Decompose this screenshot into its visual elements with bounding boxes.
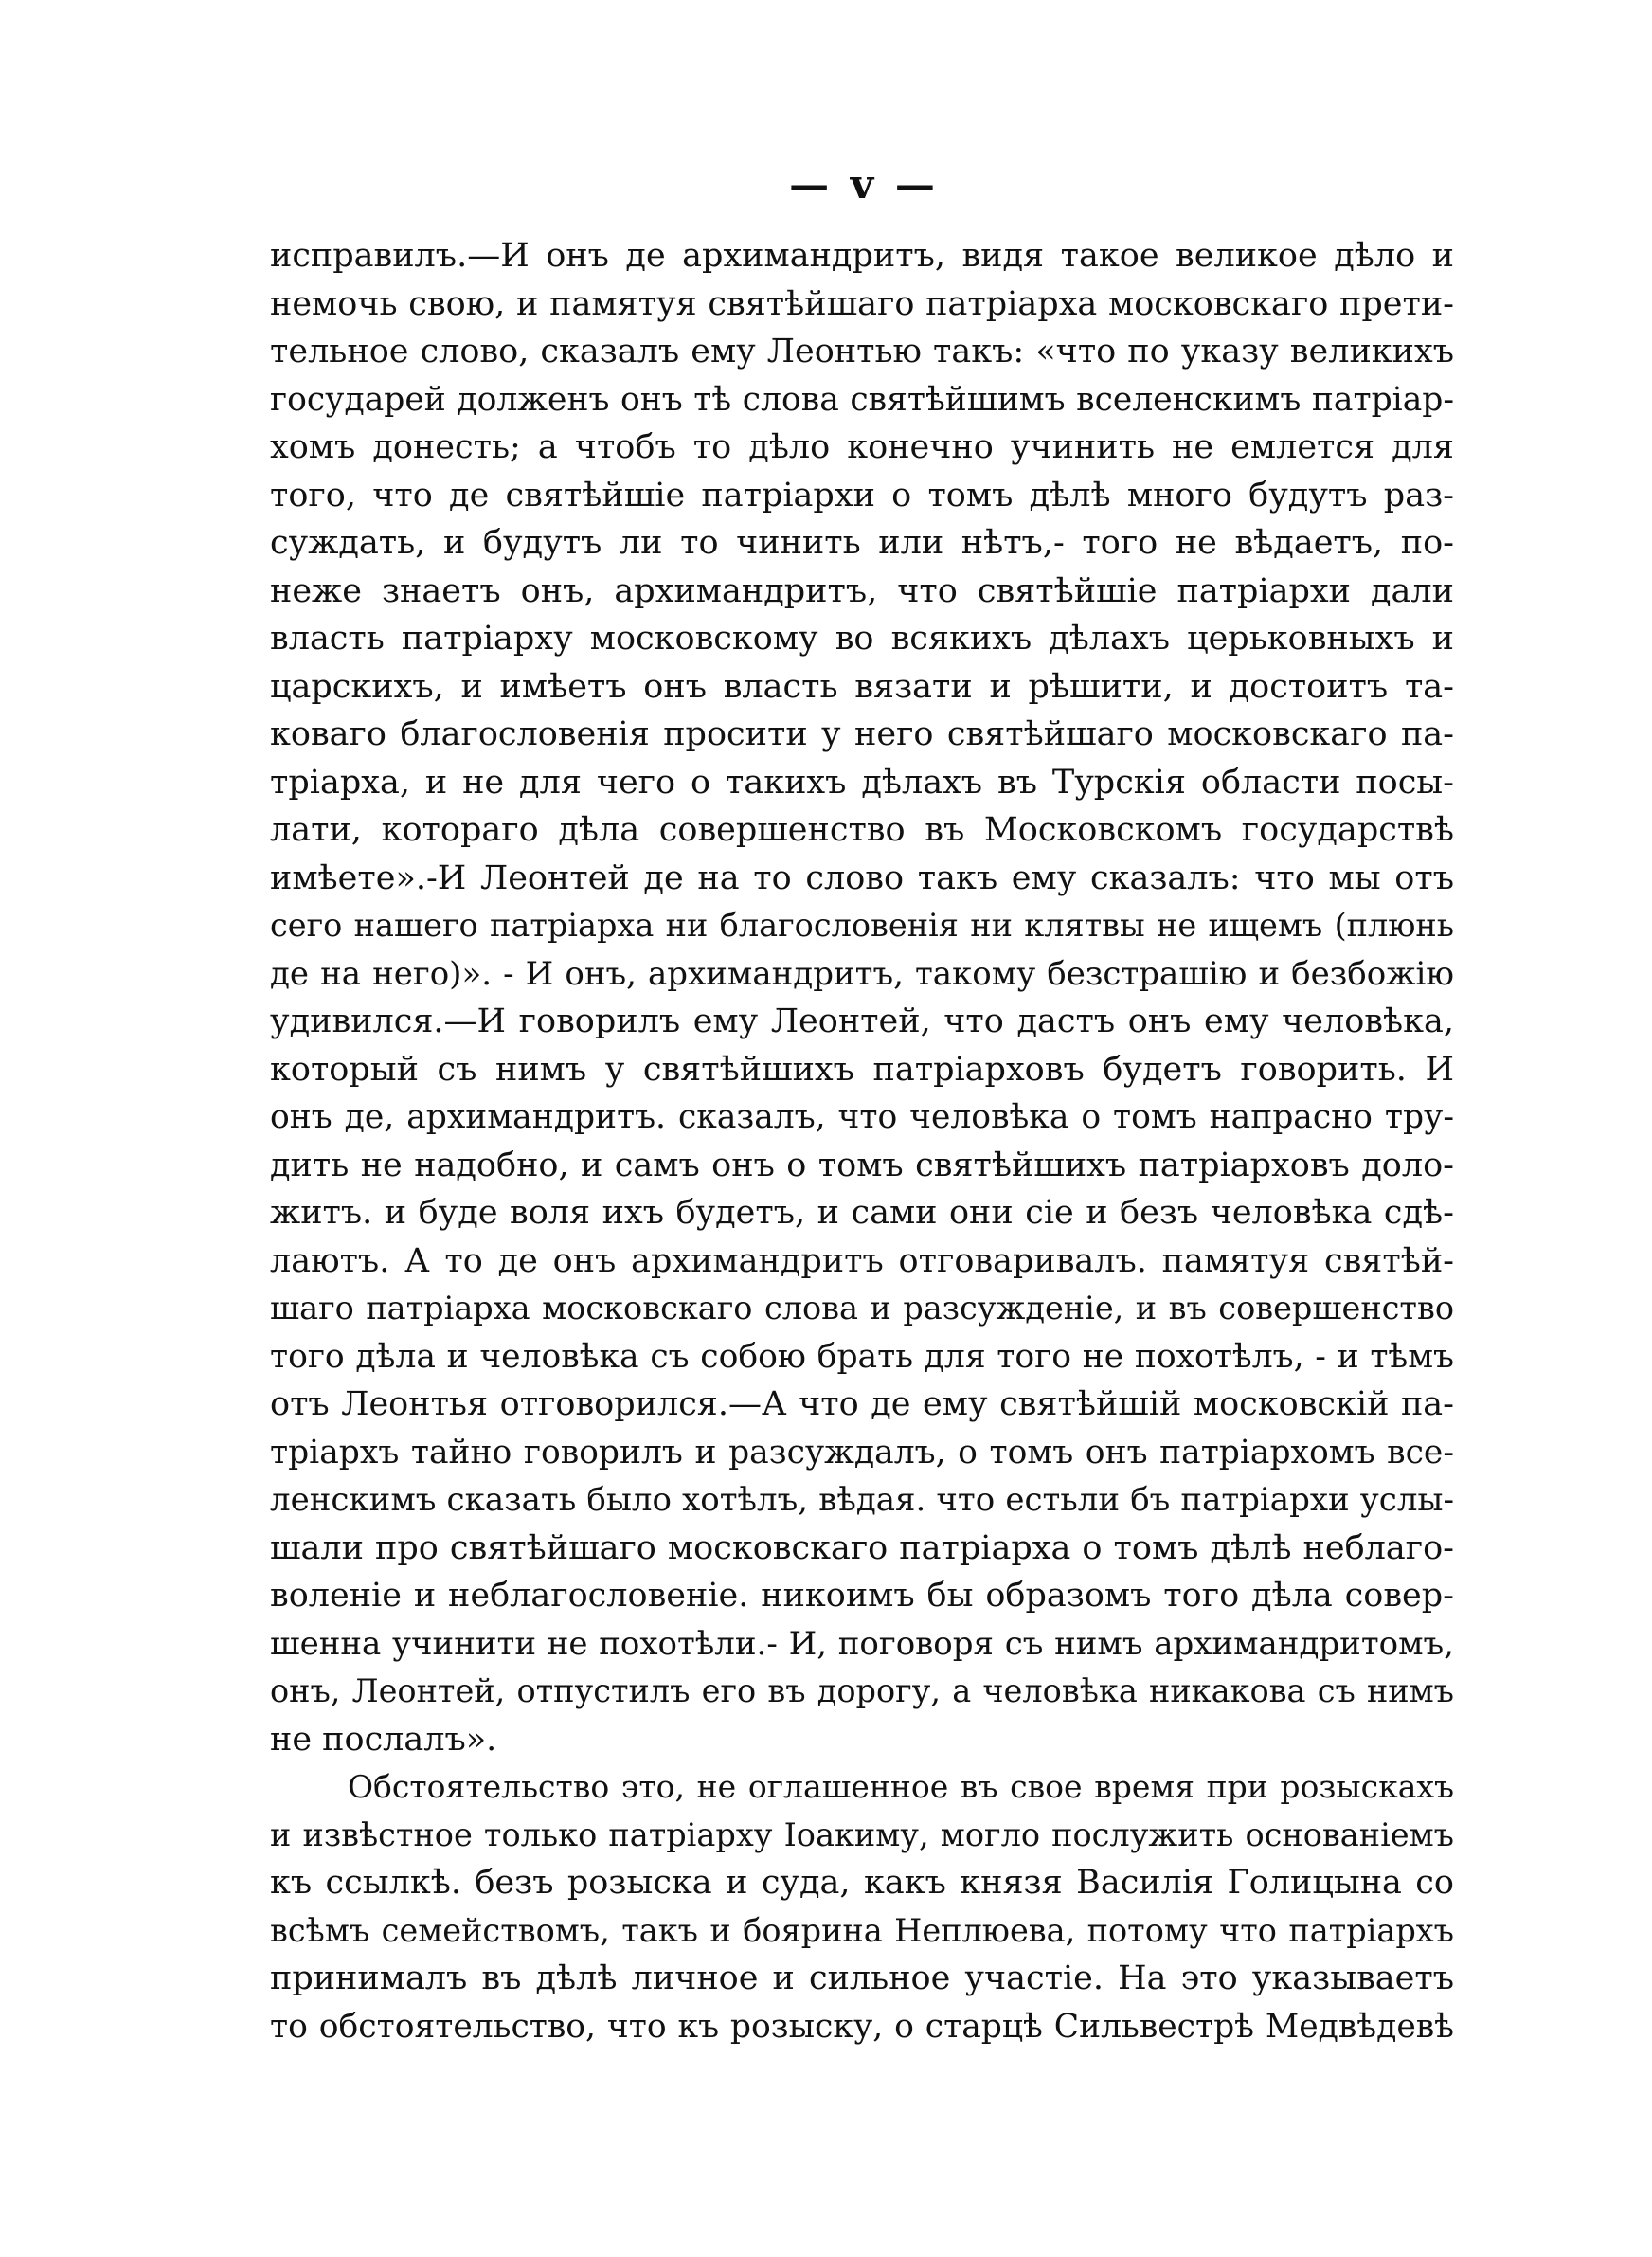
text-line: дить не надобно, и самъ онъ о томъ святѣйшихъ патріарховъ доло- [270, 1146, 1454, 1184]
text-line: шали про святѣйшаго московскаго патріарха о томъ дѣлѣ неблаго- [270, 1528, 1454, 1567]
text-line: то обстоятельство, что къ розыску, о старцѣ Сильвестрѣ Медвѣдевѣ [270, 2007, 1454, 2046]
text-line: того дѣла и человѣка съ собою брать для того не похотѣлъ, - и тѣмъ [270, 1337, 1454, 1376]
text-line: ленскимъ сказать было хотѣлъ, вѣдая. что естьли бъ патріархи услы- [270, 1481, 1454, 1519]
paragraph-end-line: не послалъ». [270, 1720, 497, 1759]
text-line: государей долженъ онъ тѣ слова святѣйшимъ вселенскимъ патріар- [270, 380, 1454, 419]
text-line: и извѣстное только патріарху Іоакиму, могло послужить основаніемъ [270, 1815, 1454, 1853]
text-line: того, что де святѣйшіе патріархи о томъ дѣлѣ много будутъ раз- [270, 476, 1454, 515]
text-line: власть патріарху московскому во всякихъ дѣлахъ церьковныхъ и [270, 620, 1454, 658]
text-line: суждать, и будутъ ли то чинить или нѣтъ,- того не вѣдаетъ, по- [270, 524, 1454, 562]
text-line: хомъ донесть; а чтобъ то дѣло конечно учинить не емлется для [270, 428, 1454, 466]
text-line: тельное слово, сказалъ ему Леонтью такъ: «что по указу великихъ [270, 333, 1454, 370]
text-line: сего нашего патріарха ни благословенія ни клятвы не ищемъ (плюнь [270, 907, 1454, 944]
text-line: исправилъ.—И онъ де архимандритъ, видя такое великое дѣло и [270, 237, 1454, 275]
text-line: коваго благословенія просити у него святѣйшаго московскаго па- [270, 715, 1454, 753]
text-line: принималъ въ дѣлѣ личное и сильное участіе. На это указываетъ [270, 1959, 1454, 1997]
text-line: де на него)». - И онъ, архимандритъ, такому безстрашію и безбожію [270, 954, 1454, 993]
text-line: царскихъ, и имѣетъ онъ власть вязати и рѣшити, и достоитъ та- [270, 667, 1454, 706]
paragraph-start-line: Обстоятельство это, не оглашенное въ свое время при розыскахъ [348, 1768, 1454, 1805]
body-text [270, 232, 1454, 2050]
text-line: шаго патріарха московскаго слова и разсужденіе, и въ совершенство [270, 1290, 1454, 1327]
text-line: имѣете».-И Леонтей де на то слово такъ ему сказалъ: что мы отъ [270, 858, 1454, 897]
text-line: лаютъ. А то де онъ архимандритъ отговаривалъ. памятуя святѣй- [270, 1241, 1454, 1280]
text-line: отъ Леонтья отговорился.—А что де ему святѣйшій московскій па- [270, 1385, 1454, 1423]
text-line: тріархъ тайно говорилъ и разсуждалъ, о томъ онъ патріархомъ все- [270, 1433, 1454, 1472]
text-line: житъ. и буде воля ихъ будетъ, и сами они сіе и безъ человѣка сдѣ- [270, 1194, 1454, 1232]
text-line: онъ де, архимандритъ. сказалъ, что человѣка о томъ напрасно тру- [270, 1098, 1454, 1136]
text-line: всѣмъ семействомъ, такъ и боярина Неплюева, потому что патріархъ [270, 1911, 1454, 1949]
text-line: лати, котораго дѣла совершенство въ Московскомъ государствѣ [270, 811, 1454, 849]
text-line: который съ нимъ у святѣйшихъ патріарховъ будетъ говорить. И [270, 1050, 1454, 1089]
text-line: неже знаетъ онъ, архимандритъ, что святѣйшіе патріархи дали [270, 571, 1454, 610]
text-line: къ ссылкѣ. безъ розыска и суда, какъ князя Василія Голицына со [270, 1864, 1454, 1902]
text-line: воленіе и неблагословеніе. никоимъ бы образомъ того дѣла совер- [270, 1577, 1454, 1615]
page-number: — v — [789, 161, 939, 208]
text-line: удивился.—И говорилъ ему Леонтей, что дастъ онъ ему человѣка, [270, 1002, 1454, 1040]
text-line: шенна учинити не похотѣли.- И, поговоря съ нимъ архимандритомъ, [270, 1624, 1454, 1663]
text-line: тріарха, и не для чего о такихъ дѣлахъ въ Турскія области посы- [270, 763, 1454, 802]
text-line: немочь свою, и памятуя святѣйшаго патріарха московскаго прети- [270, 284, 1454, 323]
text-line: онъ, Леонтей, отпустилъ его въ дорогу, а человѣка никакова съ нимъ [270, 1672, 1454, 1709]
